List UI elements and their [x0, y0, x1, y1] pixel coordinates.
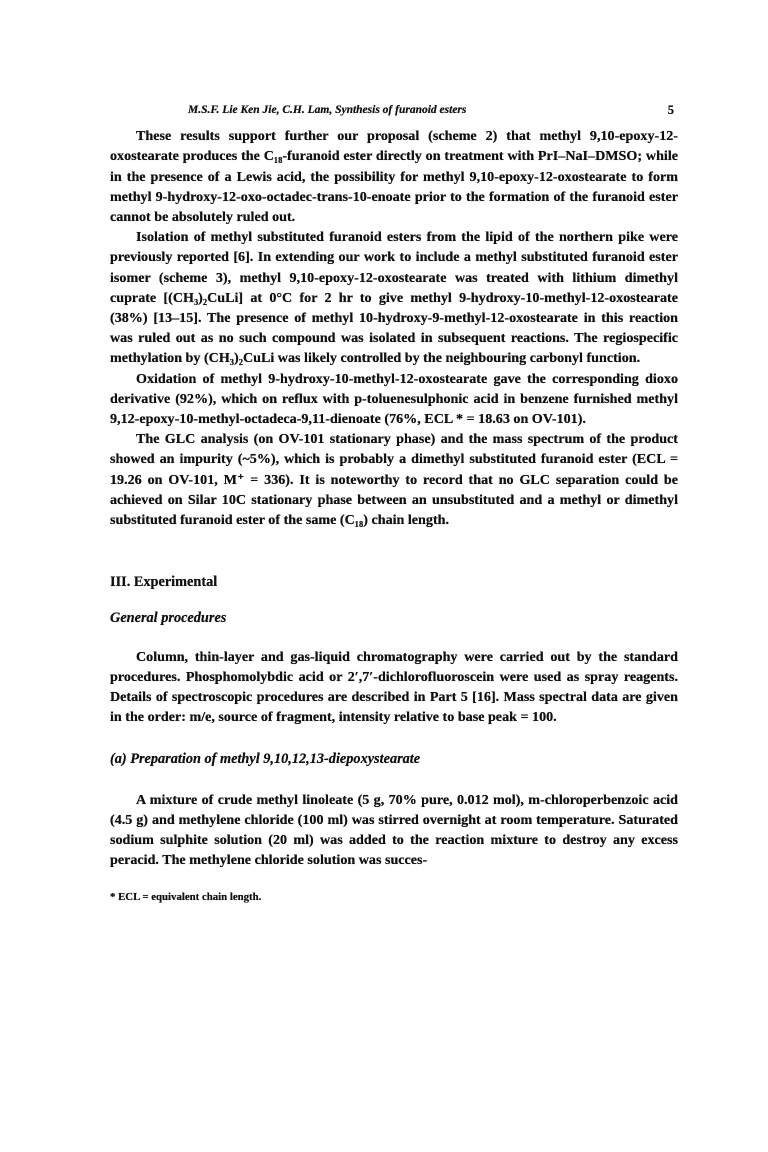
- paragraph-isolation: Isolation of methyl substituted furanoid esters from the lipid of the northern pike were previously reported [6]. In extending our work to include a methyl substituted furanoid ester isomer (scheme 3), methyl 9,10-epoxy-12-oxostearate was treated with lithium dimethyl cuprate [(CH₃)₂CuLi] at 0°C for 2 hr to give methyl 9-hydroxy-10-methyl-12-oxostearate (38%) [13–15]. The presence of methyl 10-hydroxy-9-methyl-12-oxostearate in this reaction was ruled out as no such compound was isolated in subsequent reactions. The regiospecific methylation by (CH₃)₂CuLi was likely controlled by the neighbouring carbonyl function.: [110, 229, 678, 367]
- section-heading-experimental: III. Experimental: [110, 574, 218, 591]
- running-head: [110, 100, 678, 120]
- running-head-title: M.S.F. Lie Ken Jie, C.H. Lam, Synthesis of furanoid esters: [188, 104, 467, 116]
- page-number: 5: [667, 103, 674, 117]
- paragraph-results: These results support further our proposal (scheme 2) that methyl 9,10-epoxy-12-oxostearate produces the C₁₈-furanoid ester directly on treatment with PrI–NaI–DMSO; while in the presence of a Lewis acid, the possibility for methyl 9,10-epoxy-12-oxostearate to form methyl 9-hydroxy-12-oxo-octadec-trans-10-enoate prior to the formation of the furanoid ester cannot be absolutely ruled out.: [110, 128, 678, 226]
- paragraph-preparation-a: A mixture of crude methyl linoleate (5 g, 70% pure, 0.012 mol), m-chloroperbenzoic acid (4.5 g) and methylene chloride (100 ml) was stirred overnight at room temperature. Saturated sodium sulphite solution (20 ml) was added to the reaction mixture to destroy any excess peracid. The methylene chloride solution was succes-: [110, 791, 678, 869]
- paragraph-general-procedures: Column, thin-layer and gas-liquid chromatography were carried out by the standard procedures. Phosphomolybdic acid or 2′,7′-dichlorofluoroscein were used as spray reagents. Details of spectroscopic procedures are described in Part 5 [16]. Mass spectral data are given in the order: m/e, source of fragment, intensity relative to base peak = 100.: [110, 648, 678, 726]
- page: [110, 100, 678, 907]
- subheading-preparation-a: (a) Preparation of methyl 9,10,12,13-diepoxystearate: [110, 751, 421, 768]
- paragraph-oxidation: Oxidation of methyl 9-hydroxy-10-methyl-12-oxostearate gave the corresponding dioxo derivative (92%), which on reflux with p-toluenesulphonic acid in benzene furnished methyl 9,12-epoxy-10-methyl-octadeca-9,11-dienoate (76%, ECL * = 18.63 on OV-101).: [110, 370, 678, 428]
- subheading-general-procedures: General procedures: [110, 610, 227, 627]
- footnote: * ECL = equivalent chain length.: [110, 890, 262, 903]
- paragraph-glc-analysis: The GLC analysis (on OV-101 stationary phase) and the mass spectrum of the product showed an impurity (~5%), which is probably a dimethyl substituted furanoid ester (ECL = 19.26 on OV-101, M⁺ = 336). It is noteworthy to record that no GLC separation could be achieved on Silar 10C stationary phase between an unsubstituted and a methyl or dimethyl substituted furanoid ester of the same (C₁₈) chain length.: [110, 431, 678, 529]
